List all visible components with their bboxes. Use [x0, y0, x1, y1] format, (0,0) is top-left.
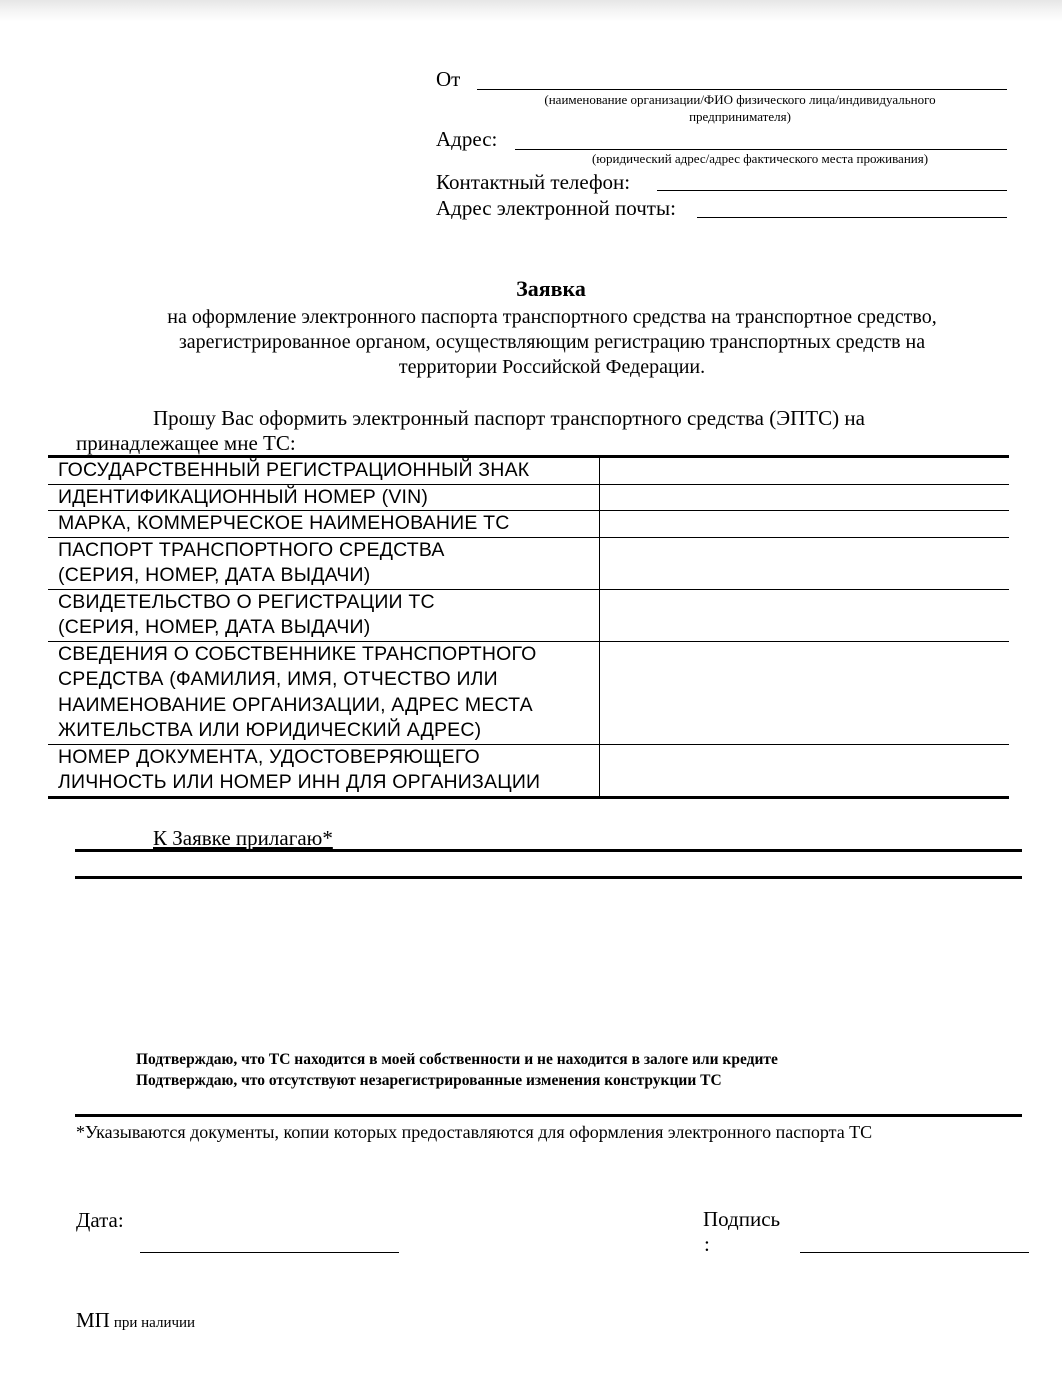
viewer-top-bar: [0, 0, 1062, 22]
address-hint: (юридический адрес/адрес фактического места проживания): [591, 151, 929, 166]
row-value[interactable]: [600, 457, 1010, 485]
row-value[interactable]: [600, 484, 1010, 511]
row-value[interactable]: [600, 744, 1010, 797]
signature-field[interactable]: [800, 1252, 1029, 1253]
intro-line2: принадлежащее мне ТС:: [76, 431, 296, 455]
signature-colon: :: [704, 1232, 710, 1256]
attach-label: К Заявке прилагаю*: [153, 826, 333, 850]
from-field[interactable]: [477, 89, 1007, 90]
table-row: [48, 744, 1009, 797]
email-label: Адрес электронной почты:: [436, 196, 676, 220]
table-row: [48, 457, 1009, 485]
from-hint-line1: (наименование организации/ФИО физического лица/индивидуального: [544, 92, 936, 107]
confirm-no-modifications: Подтверждаю, что отсутствуют незарегистрированные изменения конструкции ТС: [136, 1072, 722, 1089]
attach-line-1[interactable]: [75, 849, 1022, 852]
row-value[interactable]: [600, 537, 1010, 589]
stamp-note: [76, 1308, 195, 1333]
table-row: [48, 589, 1009, 641]
attach-line-2[interactable]: [75, 876, 1022, 879]
row-label: ГОСУДАРСТВЕННЫЙ РЕГИСТРАЦИОННЫЙ ЗНАК: [48, 457, 600, 485]
row-label: СВЕДЕНИЯ О СОБСТВЕННИКЕ ТРАНСПОРТНОГО СРЕДСТВА (ФАМИЛИЯ, ИМЯ, ОТЧЕСТВО ИЛИ НАИМЕНОВАНИЕ ОРГАНИЗАЦИИ, АДРЕС МЕСТА ЖИТЕЛЬСТВА ИЛИ ЮРИДИЧЕСКИЙ АДРЕС): [48, 641, 600, 744]
date-field[interactable]: [140, 1252, 399, 1253]
page-title: Заявка: [516, 276, 586, 301]
date-label: Дата:: [76, 1208, 124, 1232]
row-value[interactable]: [600, 641, 1010, 744]
table-row: [48, 537, 1009, 589]
vehicle-info-table: [48, 455, 1009, 799]
row-label: ПАСПОРТ ТРАНСПОРТНОГО СРЕДСТВА (СЕРИЯ, НОМЕР, ДАТА ВЫДАЧИ): [48, 537, 600, 589]
email-field[interactable]: [697, 217, 1007, 218]
from-hint-line2: предпринимателя): [689, 109, 791, 124]
phone-field[interactable]: [657, 190, 1007, 191]
stamp-label: МП: [76, 1308, 110, 1332]
row-value[interactable]: [600, 589, 1010, 641]
address-label: Адрес:: [436, 127, 498, 151]
footnote-divider: [75, 1114, 1022, 1117]
row-label: МАРКА, КОММЕРЧЕСКОЕ НАИМЕНОВАНИЕ ТС: [48, 511, 600, 538]
from-label: От: [436, 67, 461, 91]
table-row: [48, 484, 1009, 511]
confirm-ownership: Подтверждаю, что ТС находится в моей собственности и не находится в залоге или кредите: [136, 1051, 778, 1068]
row-label: ИДЕНТИФИКАЦИОННЫЙ НОМЕР (VIN): [48, 484, 600, 511]
table-row: [48, 641, 1009, 744]
intro-line1: Прошу Вас оформить электронный паспорт транспортного средства (ЭПТС) на: [153, 406, 865, 430]
stamp-optional-note: при наличии: [113, 1315, 196, 1331]
phone-label: Контактный телефон:: [436, 170, 631, 194]
page-subtitle: на оформление электронного паспорта транспортного средства на транспортное средство, зарегистрированное органом, осуществляющим регистрацию транспортных средств на территории Российской Федерации.: [167, 306, 937, 378]
row-label: НОМЕР ДОКУМЕНТА, УДОСТОВЕРЯЮЩЕГО ЛИЧНОСТЬ ИЛИ НОМЕР ИНН ДЛЯ ОРГАНИЗАЦИИ: [48, 744, 600, 797]
row-value[interactable]: [600, 511, 1010, 538]
table-row: [48, 511, 1009, 538]
footnote: *Указываются документы, копии которых предоставляются для оформления электронного паспорта ТС: [76, 1122, 873, 1142]
row-label: СВИДЕТЕЛЬСТВО О РЕГИСТРАЦИИ ТС (СЕРИЯ, НОМЕР, ДАТА ВЫДАЧИ): [48, 589, 600, 641]
signature-label: Подпись: [703, 1207, 781, 1231]
address-field[interactable]: [515, 149, 1007, 150]
